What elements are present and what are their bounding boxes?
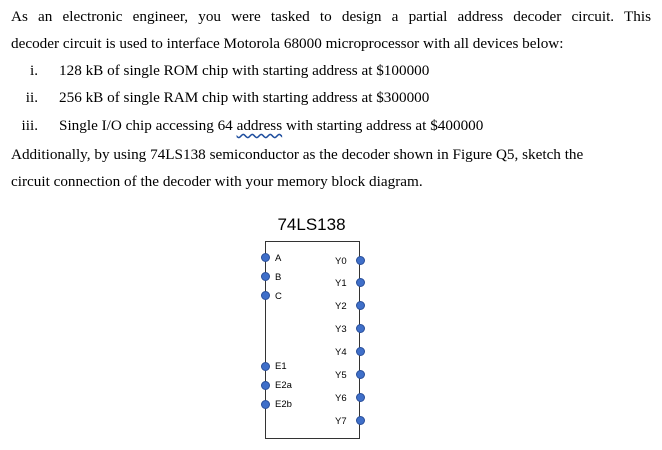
- list-item-number: iii.: [21, 117, 38, 134]
- pin-label-Y0: Y0: [335, 256, 347, 267]
- pin-dot-Y1: [356, 278, 365, 287]
- pin-label-B: B: [275, 272, 282, 283]
- list-item: [0, 84, 662, 111]
- pin-label-E2b: E2b: [275, 399, 292, 410]
- question-intro-line-2: decoder circuit is used to interface Motorola 68000 microprocessor with all devices below:: [11, 35, 564, 52]
- list-item-text: [59, 112, 483, 139]
- pin-dot-Y2: [356, 301, 365, 310]
- pin-label-Y4: Y4: [335, 347, 347, 358]
- pin-dot-E2b: [261, 400, 270, 409]
- list-item-number: i.: [29, 62, 38, 79]
- list-item: [0, 112, 662, 139]
- list-item-text-after: with starting address at $400000: [282, 117, 484, 134]
- pin-label-Y6: Y6: [335, 393, 347, 404]
- list-item-number: ii.: [25, 89, 38, 106]
- question-closing-line-2: circuit connection of the decoder with your memory block diagram.: [11, 173, 423, 190]
- pin-label-Y5: Y5: [335, 370, 347, 381]
- pin-label-Y7: Y7: [335, 416, 347, 427]
- pin-dot-E2a: [261, 381, 270, 390]
- pin-label-Y2: Y2: [335, 301, 347, 312]
- pin-label-Y1: Y1: [335, 278, 347, 289]
- pin-dot-Y7: [356, 416, 365, 425]
- chip-title: 74LS138: [277, 215, 346, 234]
- pin-dot-A: [261, 253, 270, 262]
- pin-label-Y3: Y3: [335, 324, 347, 335]
- pin-dot-B: [261, 272, 270, 281]
- pin-dot-Y3: [356, 324, 365, 333]
- pin-label-E2a: E2a: [275, 380, 292, 391]
- pin-dot-E1: [261, 362, 270, 371]
- pin-dot-Y0: [356, 256, 365, 265]
- list-item: [0, 57, 662, 84]
- list-item-text: 128 kB of single ROM chip with starting address at $100000: [59, 62, 430, 79]
- question-closing-line-1: Additionally, by using 74LS138 semiconductor as the decoder shown in Figure Q5, sketch the: [11, 146, 584, 163]
- list-item-text-before: Single I/O chip accessing 64: [59, 117, 237, 134]
- pin-dot-Y5: [356, 370, 365, 379]
- question-intro-line-1: As an electronic engineer, you were tasked to design a partial address decoder circuit. This: [11, 8, 651, 25]
- pin-dot-Y6: [356, 393, 365, 402]
- pin-label-A: A: [275, 253, 282, 264]
- pin-label-C: C: [275, 291, 282, 302]
- pin-dot-Y4: [356, 347, 365, 356]
- spellcheck-marked-word: address: [236, 117, 283, 134]
- pin-label-E1: E1: [275, 361, 287, 372]
- list-item-text: 256 kB of single RAM chip with starting address at $300000: [59, 89, 430, 106]
- pin-dot-C: [261, 291, 270, 300]
